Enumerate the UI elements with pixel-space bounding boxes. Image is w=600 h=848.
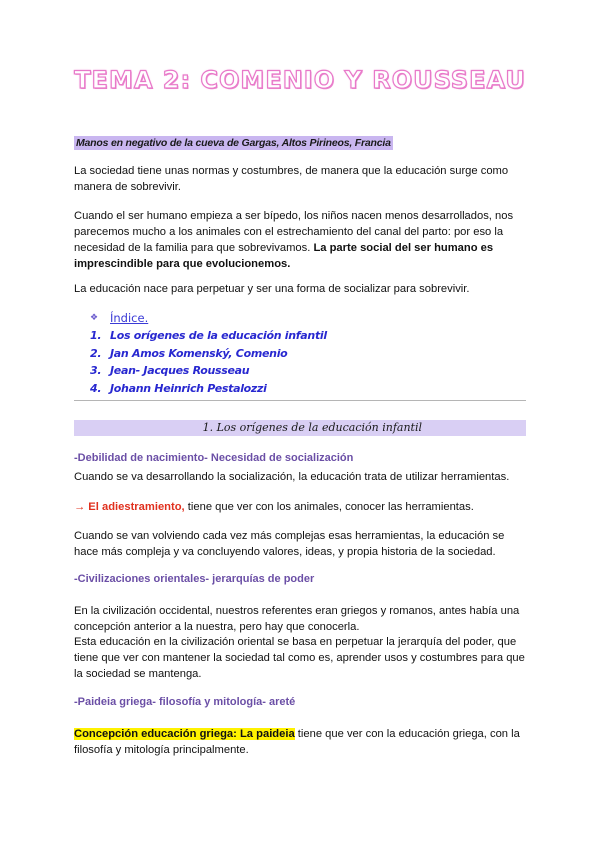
intro-paragraph-2-text: Cuando el ser humano empieza a ser bípedo, los niños nacen menos desarrollados, nos parecemos mucho a los animales con el estrechamiento del canal del parto: por eso la necesidad de la familia para que sobrevivamos.: [74, 210, 514, 254]
section-heading-title: 1. Los orígenes de la educación infantil: [202, 421, 422, 434]
subheading-debilidad: -Debilidad de nacimiento- Necesidad de socialización: [74, 452, 354, 464]
section-heading-bar: [74, 420, 526, 436]
index-item: [90, 327, 327, 345]
index-item-label: Jean- Jacques Rousseau: [110, 364, 250, 378]
subtitle: Manos en negativo de la cueva de Gargas, Altos Pirineos, Francia: [76, 137, 391, 149]
index-item-number: 2.: [90, 346, 102, 360]
index-item-label: Los orígenes de la educación infantil: [110, 329, 327, 343]
index-item: [90, 380, 327, 398]
intro-paragraph-3: La educación nace para perpetuar y ser una forma de socializar para sobrevivir.: [74, 283, 470, 295]
section-paragraph-4: En la civilización occidental, nuestros referentes eran griegos y romanos, antes había una concepción anterior a la nuestra, pero hay que conocerla.: [74, 605, 520, 633]
section-paragraph-1: Cuando se va desarrollando la socialización, la educación trata de utilizar herramientas.: [74, 471, 510, 483]
index-item-label: Johann Heinrich Pestalozzi: [110, 381, 267, 395]
index-item: [90, 362, 327, 380]
index-item-number: 1.: [90, 329, 102, 343]
index-item-number: 4.: [90, 381, 102, 395]
section-paragraph-5: Esta educación en la civilización oriental se basa en perpetuar la jerarquía del poder, que tiene que ver con mantener la sociedad tal como es, aprender usos y costumbres para que la sociedad se mantenga.: [74, 636, 525, 680]
index-item: [90, 345, 327, 363]
horizontal-divider: [74, 400, 526, 401]
adiestramiento-highlight: → El adiestramiento,: [74, 501, 185, 513]
index-item-number: 3.: [90, 364, 102, 378]
diamond-bullet-icon: ❖: [90, 313, 99, 323]
index-list: [90, 309, 327, 397]
index-heading-label: Índice.: [110, 311, 149, 325]
intro-paragraph-2-bold: La parte social del ser humano es imprescindible para que evolucionemos.: [74, 242, 494, 270]
subheading-civilizaciones: -Civilizaciones orientales- jerarquías de poder: [74, 573, 315, 585]
paideia-highlight: Concepción educación griega: La paideia: [74, 728, 295, 740]
subtitle-container: [74, 133, 393, 151]
intro-paragraph-1: La sociedad tiene unas normas y costumbres, de manera que la educación surge como manera de sobrevivir.: [74, 165, 509, 193]
page-title: TEMA 2: COMENIO Y ROUSSEAU: [74, 66, 526, 94]
index-item-label: Jan Amos Komenský, Comenio: [110, 346, 288, 360]
section-paragraph-2: [74, 499, 530, 515]
section-paragraph-6: [74, 726, 530, 758]
section-paragraph-3: Cuando se van volviendo cada vez más complejas esas herramientas, la educación se hace más compleja y va concluyendo valores, ideas, y propia historia de la sociedad.: [74, 530, 505, 558]
intro-paragraph-2: [74, 208, 530, 272]
subheading-paideia: -Paideia griega- filosofía y mitología- areté: [74, 696, 296, 708]
section-paragraph-6-text: tiene que ver con la educación griega, con la filosofía y mitología principalmente.: [74, 728, 520, 756]
index-heading: [90, 309, 327, 327]
section-paragraph-2-text: tiene que ver con los animales, conocer las herramientas.: [184, 501, 474, 513]
